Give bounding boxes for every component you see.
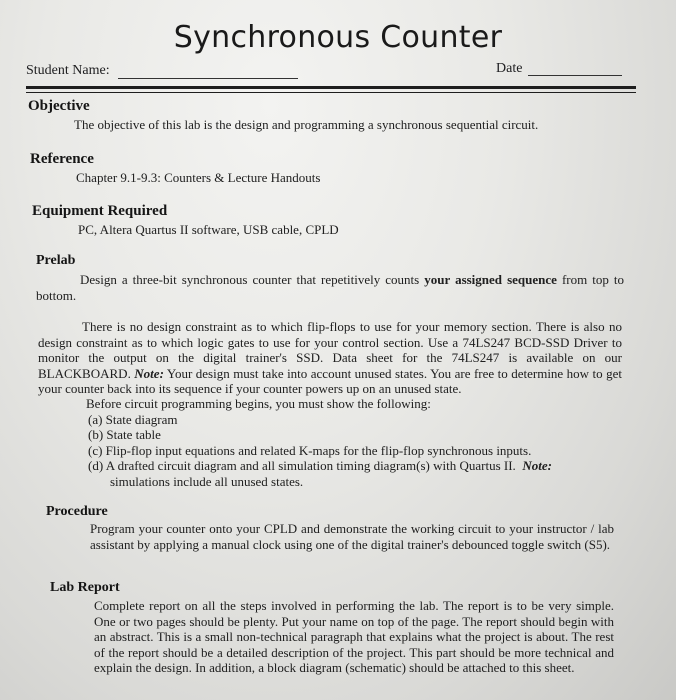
prelab-requirements	[86, 396, 626, 489]
list-item-d-note: Note:	[522, 458, 552, 473]
list-item: (c) Flip-flop input equations and related K-maps for the flip-flop synchronous inputs.	[88, 442, 532, 458]
prelab-p2-note: Note:	[134, 365, 164, 381]
list-item-d-continuation: simulations include all unused states.	[110, 473, 304, 489]
prelab-list-intro: Before circuit programming begins, you must show the following:	[86, 396, 431, 411]
date-line	[528, 75, 622, 76]
list-item-d	[88, 458, 626, 474]
reference-text: Chapter 9.1-9.3: Counters & Lecture Handouts	[76, 170, 321, 185]
student-name-label: Student Name:	[26, 63, 110, 78]
prelab-paragraph-1	[36, 272, 624, 303]
equipment-text: PC, Altera Quartus II software, USB cable, CPLD	[78, 222, 339, 237]
lab-report-text: Complete report on all the steps involved in performing the lab. The report is to be very simple. One or two pages should be plenty. Put your name on top of the page. The report should begin with an abstract. This is a small non-technical paragraph that explains what the project is about. The rest of the report should be a detailed description of the project. This part should be more technical and explain the design. In addition, a block diagram (schematic) should be attached to this sheet.	[94, 598, 614, 675]
prelab-p1-text-end: from top to bottom.	[36, 272, 625, 303]
procedure-heading: Procedure	[46, 504, 108, 519]
equipment-heading: Equipment Required	[32, 203, 168, 219]
header-divider-thick	[26, 86, 636, 89]
header-divider-thin	[26, 92, 636, 93]
list-item: (b) State table	[88, 427, 161, 442]
prelab-p2-text-end: Your design must take into account unused states. You are free to determine how to get your counter back into its sequence if your counter powers up on an unused state.	[38, 365, 622, 396]
date-label: Date	[496, 61, 523, 76]
reference-heading: Reference	[30, 151, 94, 167]
prelab-p1-text: Design a three-bit synchronous counter that repetitively counts	[80, 272, 425, 287]
student-name-line	[118, 78, 298, 79]
prelab-paragraph-2	[38, 319, 622, 397]
list-item: (a) State diagram	[88, 411, 178, 427]
procedure-text: Program your counter onto your CPLD and demonstrate the working circuit to your instructor / lab assistant by applying a manual clock using one of the digital trainer's debounced toggle switch (S5).	[90, 521, 614, 552]
prelab-heading: Prelab	[36, 253, 76, 268]
objective-heading: Objective	[28, 98, 90, 114]
lab-report-heading: Lab Report	[50, 580, 120, 595]
list-item-d-text: (d) A drafted circuit diagram and all simulation timing diagram(s) with Quartus II.	[88, 458, 516, 473]
objective-text: The objective of this lab is the design and programming a synchronous sequential circuit.	[74, 117, 539, 132]
page-title: Synchronous Counter	[173, 20, 503, 55]
prelab-p1-emphasis: your assigned sequence	[424, 272, 557, 287]
prelab-p2-text: There is no design constraint as to which flip-flops to use for your memory section. There is also no design constraint as to which logic gates to use for your control section. Use a 74LS247 BCD-SSD Driver to monitor the output on the digital trainer's SSD. Data sheet for the 74LS247 is available on our BLACKBOARD.	[38, 319, 622, 381]
